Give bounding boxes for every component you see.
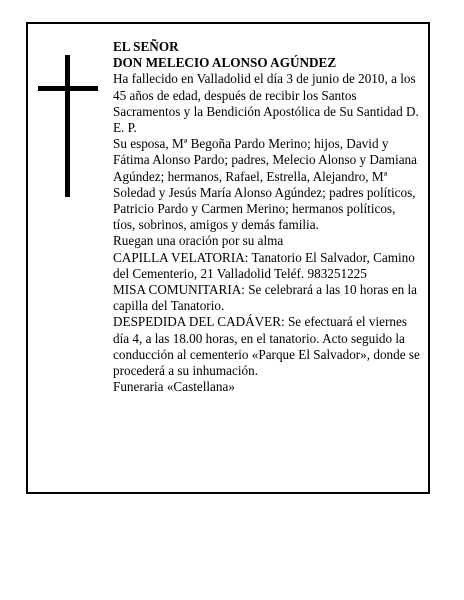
mass-info: MISA COMUNITARIA: Se celebrará a las 10 horas en la capilla del Tanatorio. bbox=[113, 282, 418, 314]
heading-title: EL SEÑOR bbox=[113, 39, 179, 54]
chapel-info: CAPILLA VELATORIA: Tanatorio El Salvador, Camino del Cementerio, 21 Valladolid Teléf. 983251225 bbox=[113, 249, 415, 281]
obituary-text bbox=[113, 39, 421, 395]
deceased-name: DON MELECIO ALONSO AGÚNDEZ bbox=[113, 55, 337, 71]
prayer-request: Ruegan una oración por su alma bbox=[113, 233, 284, 249]
family-list: Su esposa, Mª Begoña Pardo Merino; hijos, David y Fátima Alonso Pardo; padres, Melecio Alonso y Damiana Agúndez; hermanos, Rafael, Estrella, Alejandro, Mª Soledad y Jesús María Alonso Agúndez; padres políticos, Patricio Pardo y Carmen Merino; hermanos políticos, tíos, sobrinos, amigos y demás familia. bbox=[113, 136, 417, 233]
cross-horizontal-bar bbox=[38, 86, 98, 91]
cross-vertical-bar bbox=[65, 55, 70, 197]
farewell-info: DESPEDIDA DEL CADÁVER: Se efectuará el viernes día 4, a las 18.00 horas, en el tanatorio. Acto seguido la conducción al cementerio «Parque El Salvador», donde se procederá a su inhumación. bbox=[113, 314, 420, 379]
death-announcement: Ha fallecido en Valladolid el día 3 de junio de 2010, a los 45 años de edad, después de recibir los Santos Sacramentos y la Bendición Apostólica de Su Santidad D. E. P. bbox=[113, 71, 419, 136]
funeral-home: Funeraria «Castellana» bbox=[113, 379, 235, 395]
cross-icon bbox=[38, 55, 98, 197]
